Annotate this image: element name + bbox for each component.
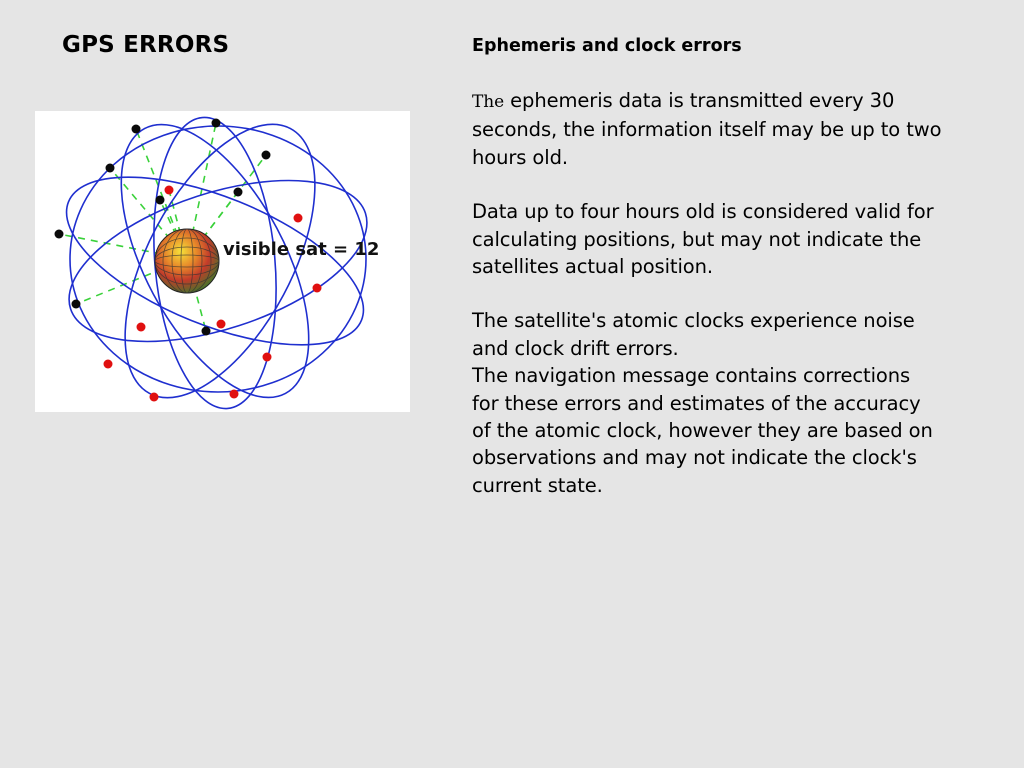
slide-title: GPS ERRORS — [62, 32, 230, 58]
paragraph-lead-word: The — [472, 92, 505, 112]
satellite-orbit-diagram — [35, 111, 410, 412]
visible-sat-label: visible sat = 12 — [223, 239, 380, 260]
hidden-satellites — [55, 119, 271, 336]
text-column — [472, 34, 942, 499]
gps-constellation-image — [35, 111, 410, 412]
paragraph-clock-noise: The satellite's atomic clocks experience noise and clock drift errors. — [472, 309, 915, 360]
earth-globe — [155, 229, 219, 293]
section-heading: Ephemeris and clock errors — [472, 36, 742, 56]
paragraph-body: ephemeris data is transmitted every 30 seconds, the information itself may be up to two hours old. — [472, 89, 942, 169]
paragraph-data-validity: Data up to four hours old is considered valid for calculating positions, but may not indicate the satellites actual position. — [472, 200, 934, 279]
paragraph-clock-corrections: The navigation message contains corrections for these errors and estimates of the accuracy of the atomic clock, however they are based on observations and may not indicate the clock's current state. — [472, 364, 933, 497]
paragraph-ephemeris-age — [472, 87, 942, 171]
line-of-sight-lines — [59, 123, 266, 331]
